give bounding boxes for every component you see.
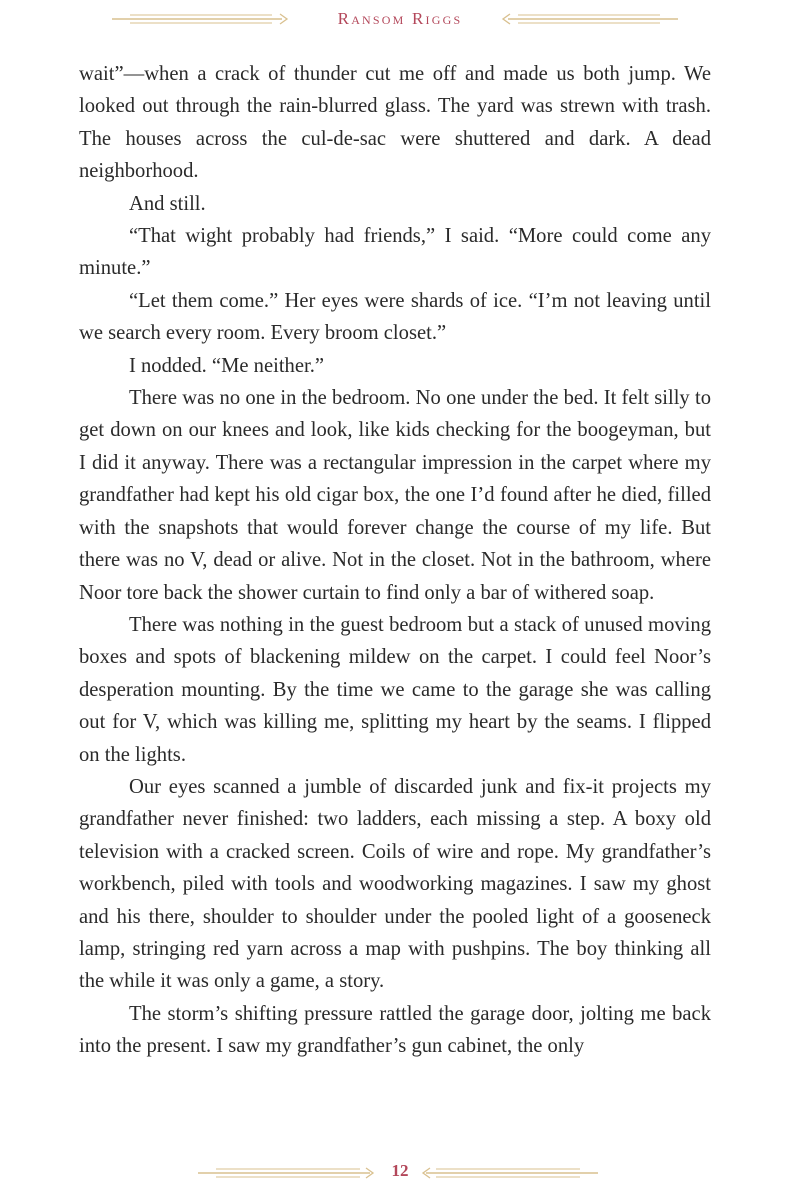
body-text <box>79 58 711 1063</box>
paragraph: “Let them come.” Her eyes were shards of ice. “I’m not leaving until we search every room. Every broom closet.” <box>79 289 711 345</box>
right-ornament-icon <box>498 6 678 32</box>
paragraph: wait”—when a crack of thunder cut me off and made us both jump. We looked out through the rain-blurred glass. The yard was strewn with trash. The houses across the cul-de-sac were shuttered and dark. A dead neighborhood. <box>79 63 711 183</box>
footer-right-ornament-icon <box>418 1160 598 1186</box>
paragraph: I nodded. “Me neither.” <box>129 354 324 377</box>
running-head-author: Ransom Riggs <box>337 9 463 28</box>
paragraph: And still. <box>129 192 206 215</box>
paragraph: There was nothing in the guest bedroom but a stack of unused moving boxes and spots of blackening mildew on the carpet. I could feel Noor’s desperation mounting. By the time we came to the garage she was calling out for V, which was killing me, splitting my heart by the seams. I flipped on the lights. <box>79 613 711 766</box>
paragraph: Our eyes scanned a jumble of discarded junk and fix-it projects my grandfather never finished: two ladders, each missing a step. A boxy old television with a cracked screen. Coils of wire and rope. My grandfather’s workbench, piled with tools and woodworking magazines. I saw my ghost and his there, shoulder to shoulder under the pooled light of a gooseneck lamp, stringing red yarn across a map with pushpins. The boy thinking all the while it was only a game, a story. <box>79 775 711 993</box>
paragraph: The storm’s shifting pressure rattled the garage door, jolting me back into the present. I saw my grandfather’s gun cabinet, the only <box>79 1002 711 1058</box>
paragraph: There was no one in the bedroom. No one under the bed. It felt silly to get down on our knees and look, like kids checking for the boogeyman, but I did it anyway. There was a rectangular impression in the carpet where my grandfather had kept his old cigar box, the one I’d found after he died, filled with the snapshots that would forever change the course of my life. But there was no V, dead or alive. Not in the closet. Not in the bathroom, where Noor tore back the shower curtain to find only a bar of withered soap. <box>79 387 711 604</box>
page-footer <box>0 1160 800 1186</box>
paragraph: “That wight probably had friends,” I said. “More could come any minute.” <box>79 225 711 280</box>
running-head <box>0 6 800 32</box>
page-number: 12 <box>391 1161 409 1180</box>
